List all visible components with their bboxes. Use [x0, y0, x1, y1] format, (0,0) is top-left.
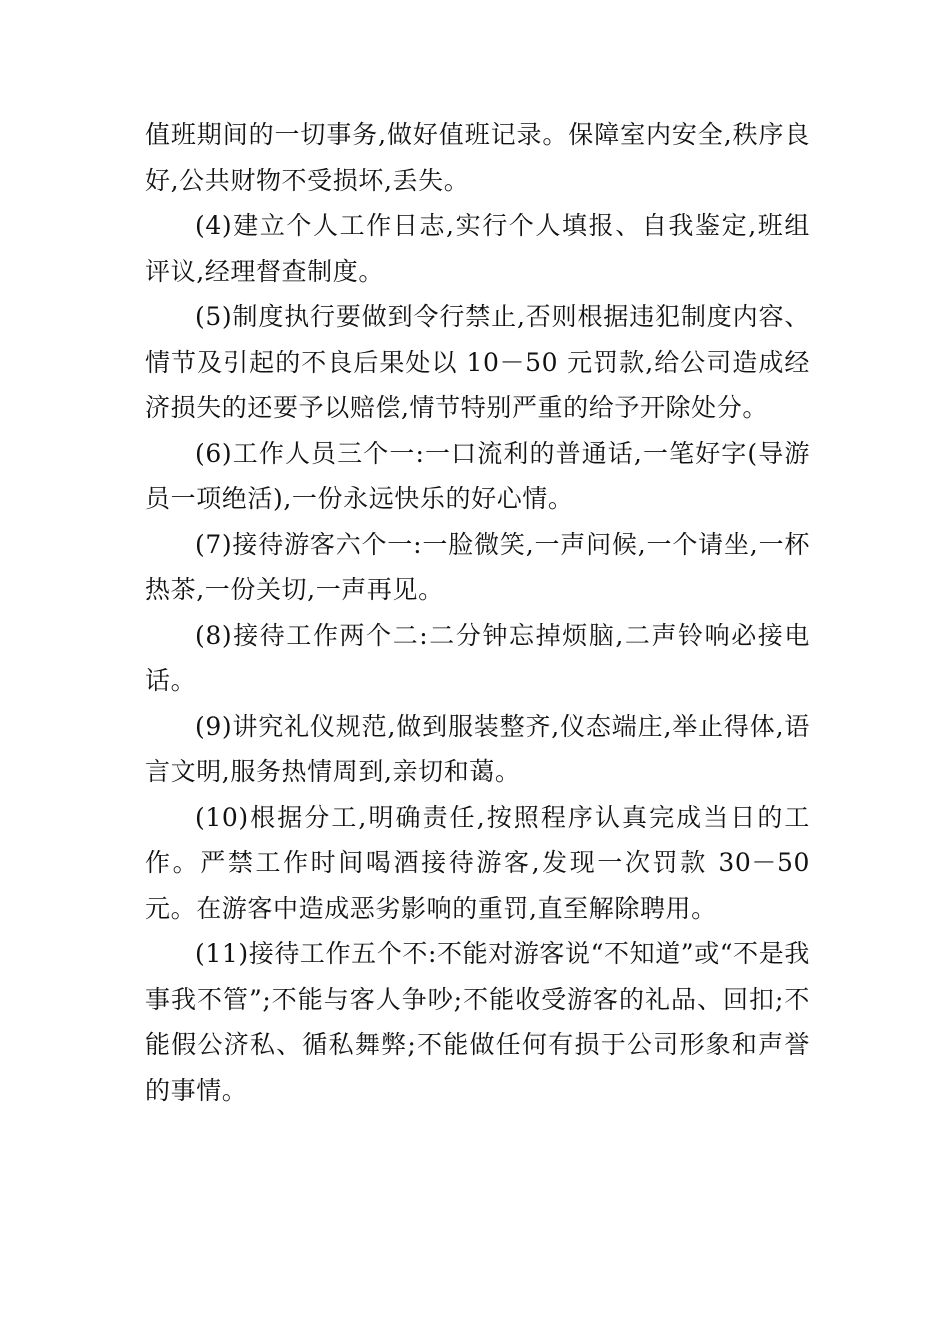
paragraph-item-8: (8)接待工作两个二:二分钟忘掉烦脑,二声铃响必接电话。: [145, 620, 810, 695]
paragraph-item-7: (7)接待游客六个一:一脸微笑,一声问候,一个请坐,一杯热茶,一份关切,一声再见。: [145, 529, 810, 604]
paragraph-item-4: (4)建立个人工作日志,实行个人填报、自我鉴定,班组评议,经理督查制度。: [145, 211, 810, 286]
paragraph-item-9: (9)讲究礼仪规范,做到服装整齐,仪态端庄,举止得体,语言文明,服务热情周到,亲切和蔼。: [145, 711, 810, 786]
paragraph-item-11: (11)接待工作五个不:不能对游客说“不知道”或“不是我事我不管”;不能与客人争吵;不能收受游客的礼品、回扣;不能假公济私、循私舞弊;不能做任何有损于公司形象和声誉的事情。: [145, 939, 810, 1105]
paragraph-item-10: (10)根据分工,明确责任,按照程序认真完成当日的工作。严禁工作时间喝酒接待游客,发现一次罚款 30－50 元。在游客中造成恶劣影响的重罚,直至解除聘用。: [145, 802, 810, 923]
document-body: [145, 112, 810, 1113]
paragraph-item-6: (6)工作人员三个一:一口流利的普通话,一笔好字(导游员一项绝活),一份永远快乐的好心情。: [145, 438, 810, 513]
paragraph-continuation: 值班期间的一切事务,做好值班记录。保障室内安全,秩序良好,公共财物不受损坏,丢失。: [145, 120, 810, 195]
paragraph-item-5: (5)制度执行要做到令行禁止,否则根据违犯制度内容、情节及引起的不良后果处以 10－50 元罚款,给公司造成经济损失的还要予以赔偿,情节特别严重的给予开除处分。: [145, 302, 810, 422]
